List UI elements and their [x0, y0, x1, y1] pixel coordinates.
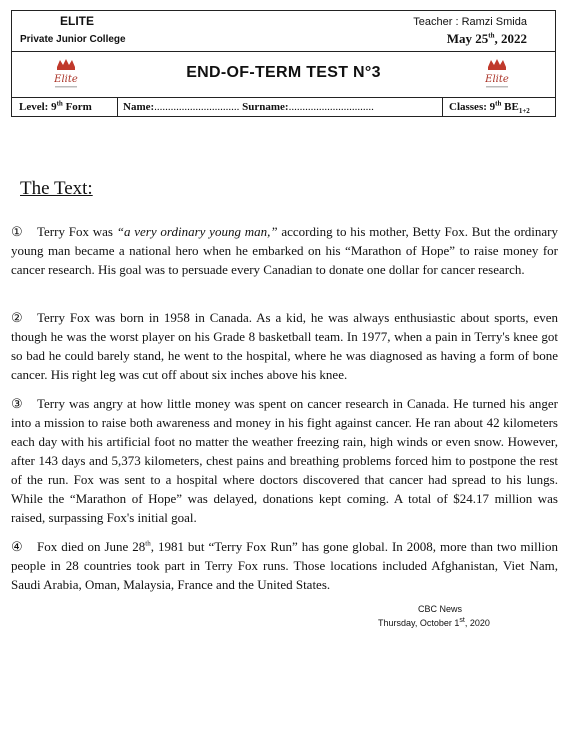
surname-label: Surname: — [242, 101, 289, 113]
text-heading: The Text: — [20, 178, 93, 199]
paragraph-number: ① — [11, 224, 23, 239]
paragraph-2: ② Terry Fox was born in 1958 in Canada. As a kid, he was always enthusiastic about sports, even though he was the worst player on his Grade 8 basketball team. In 1977, when a pain in Terry's knee got so bad he could barely stand, he went to the hospital, where he was diagnosed as having a form of bone cancer. His right leg was cut off about six inches above his knee. — [11, 310, 558, 382]
teacher-name: Teacher : Ramzi Smida — [413, 16, 527, 28]
paragraph-number: ③ — [11, 396, 23, 411]
svg-text:Elite: Elite — [485, 74, 509, 85]
name-cell — [118, 97, 443, 117]
test-title: END-OF-TERM TEST N°3 — [186, 64, 381, 81]
paragraph-3: ③ Terry was angry at how little money was spent on cancer research in Canada. He turned his anger into a mission to raise both awareness and money in his fight against cancer. He ran about 42 kilometers each day with his artificial foot no matter the weather freezing rain, high winds or even snow. However, after 143 days and 5,373 kilometers, chest pains and breathing problems forced him to postpone the rest of the run. Fox was sent to a hospital where doctors discovered that cancer had spread to his lungs. While the “Marathon of Hope” was delayed, donations kept coming. A total of $24.17 million was raised, surpassing Fox's initial goal. — [11, 396, 558, 525]
header-title-row — [12, 51, 555, 98]
name-field[interactable]: ............................... — [154, 101, 240, 113]
name-label: Name: — [123, 101, 155, 113]
paragraph-4: ④ Fox died on June 28th, 1981 but “Terry Fox Run” has gone global. In 2008, more than two million people in 28 countries took part in Terry Fox runs. Those locations included Afghanistan, Viet Nam, Saudi Arabia, Oman, Malaysia, France and the United States. — [11, 539, 558, 592]
header-info-row — [12, 97, 555, 117]
level-cell: Level: 9th Form — [12, 97, 118, 117]
svg-text:Elite: Elite — [54, 74, 78, 85]
source-name: CBC News — [418, 604, 463, 614]
source-date: Thursday, October 1st, 2020 — [378, 617, 490, 628]
test-header — [11, 10, 556, 117]
header-top-row — [12, 11, 555, 52]
paragraph-number: ② — [11, 310, 23, 325]
paragraph-1: ① Terry Fox was “a very ordinary young man,” according to his mother, Betty Fox. But the ordinary young man became a national hero when he embarked on his “Marathon of Hope” to raise money for cancer research. His goal was to persuade every Canadian to donate one dollar for cancer research. — [11, 224, 558, 277]
classes-cell: Classes: 9th $BE_{1+2}$ — [449, 99, 530, 116]
paragraph-number: ④ — [11, 539, 23, 554]
school-subtitle: Private Junior College — [20, 34, 126, 45]
surname-field[interactable]: ............................... — [288, 101, 374, 113]
test-date: May 25th, 2022 — [446, 31, 527, 46]
school-name: ELITE — [59, 14, 94, 28]
school-logo-icon — [479, 57, 515, 91]
